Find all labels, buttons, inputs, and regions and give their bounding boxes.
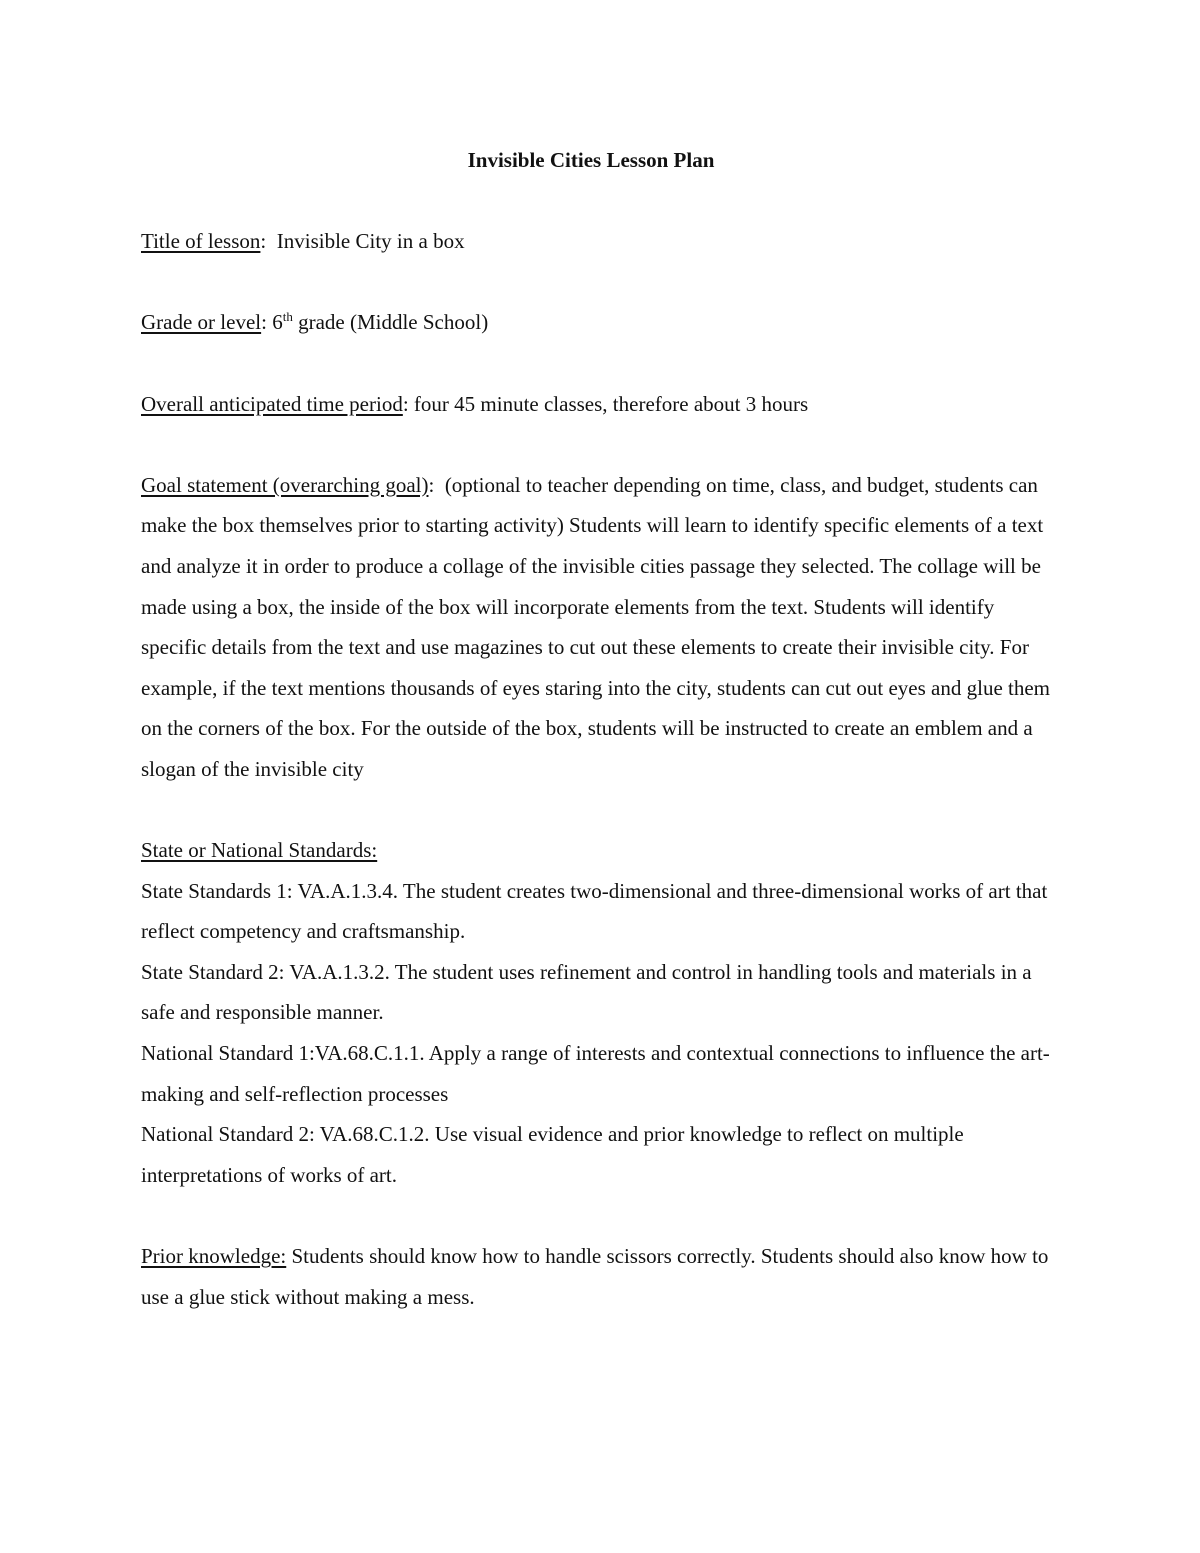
spacer: [141, 181, 1061, 222]
document-body: [141, 140, 1061, 1317]
standards-label: State or National Standards:: [141, 838, 378, 863]
colon: :: [260, 229, 277, 254]
spacer: [141, 262, 1061, 303]
standards-heading-line: [141, 830, 1061, 871]
spacer: [141, 1195, 1061, 1236]
grade-number: 6: [272, 310, 283, 335]
spacer: [141, 790, 1061, 831]
colon: :: [261, 310, 273, 335]
prior-knowledge-paragraph: [141, 1236, 1061, 1317]
lesson-title-line: [141, 221, 1061, 262]
standard-item: National Standard 2: VA.68.C.1.2. Use visual evidence and prior knowledge to reflect on multiple interpretations of works of art.: [141, 1122, 964, 1187]
document-title: Invisible Cities Lesson Plan: [467, 148, 715, 172]
lesson-title-value: Invisible City in a box: [276, 229, 465, 254]
standard-item: National Standard 1:VA.68.C.1.1. Apply a range of interests and contextual connections to influence the art-making and self-reflection processes: [141, 1041, 1050, 1106]
colon: :: [402, 391, 414, 416]
grade-line: [141, 302, 1061, 343]
goal-value: (optional to teacher depending on time, class, and budget, students can make the box themselves prior to starting activity) Students will learn to identify specific elements of a text and analyze it in order to produce a collage of the invisible cities passage they selected. The collage will be made using a box, the inside of the box will incorporate elements from the text. Students will identify specific details from the text and use magazines to cut out these elements to create their invisible city. For example, if the text mentions thousands of eyes staring into the city, students can cut out eyes and glue them on the corners of the box. For the outside of the box, students will be instructed to create an emblem and a slogan of the invisible city: [141, 472, 1051, 781]
goal-label: Goal statement (overarching goal): [141, 472, 429, 497]
grade-suffix: th: [282, 309, 293, 325]
spacer: [141, 424, 1061, 465]
prior-knowledge-label: Prior knowledge:: [141, 1244, 287, 1269]
lesson-title-label: Title of lesson: [141, 229, 261, 254]
time-period-line: [141, 384, 1061, 425]
grade-label: Grade or level: [141, 310, 262, 335]
spacer: [141, 343, 1061, 384]
time-period-label: Overall anticipated time period: [141, 391, 403, 416]
grade-value: grade (Middle School): [298, 310, 489, 335]
prior-knowledge-value: Students should know how to handle scissors correctly. Students should also know how to use a glue stick without making a mess.: [141, 1244, 1049, 1309]
time-period-value: four 45 minute classes, therefore about 3 hours: [413, 391, 809, 416]
goal-paragraph: [141, 465, 1061, 790]
standard-item: State Standard 2: VA.A.1.3.2. The student uses refinement and control in handling tools and materials in a safe and responsible manner.: [141, 959, 1032, 1025]
standard-item: State Standards 1: VA.A.1.3.4. The student creates two-dimensional and three-dimensional works of art that reflect competency and craftsmanship.: [141, 878, 1048, 944]
colon: :: [428, 472, 445, 497]
